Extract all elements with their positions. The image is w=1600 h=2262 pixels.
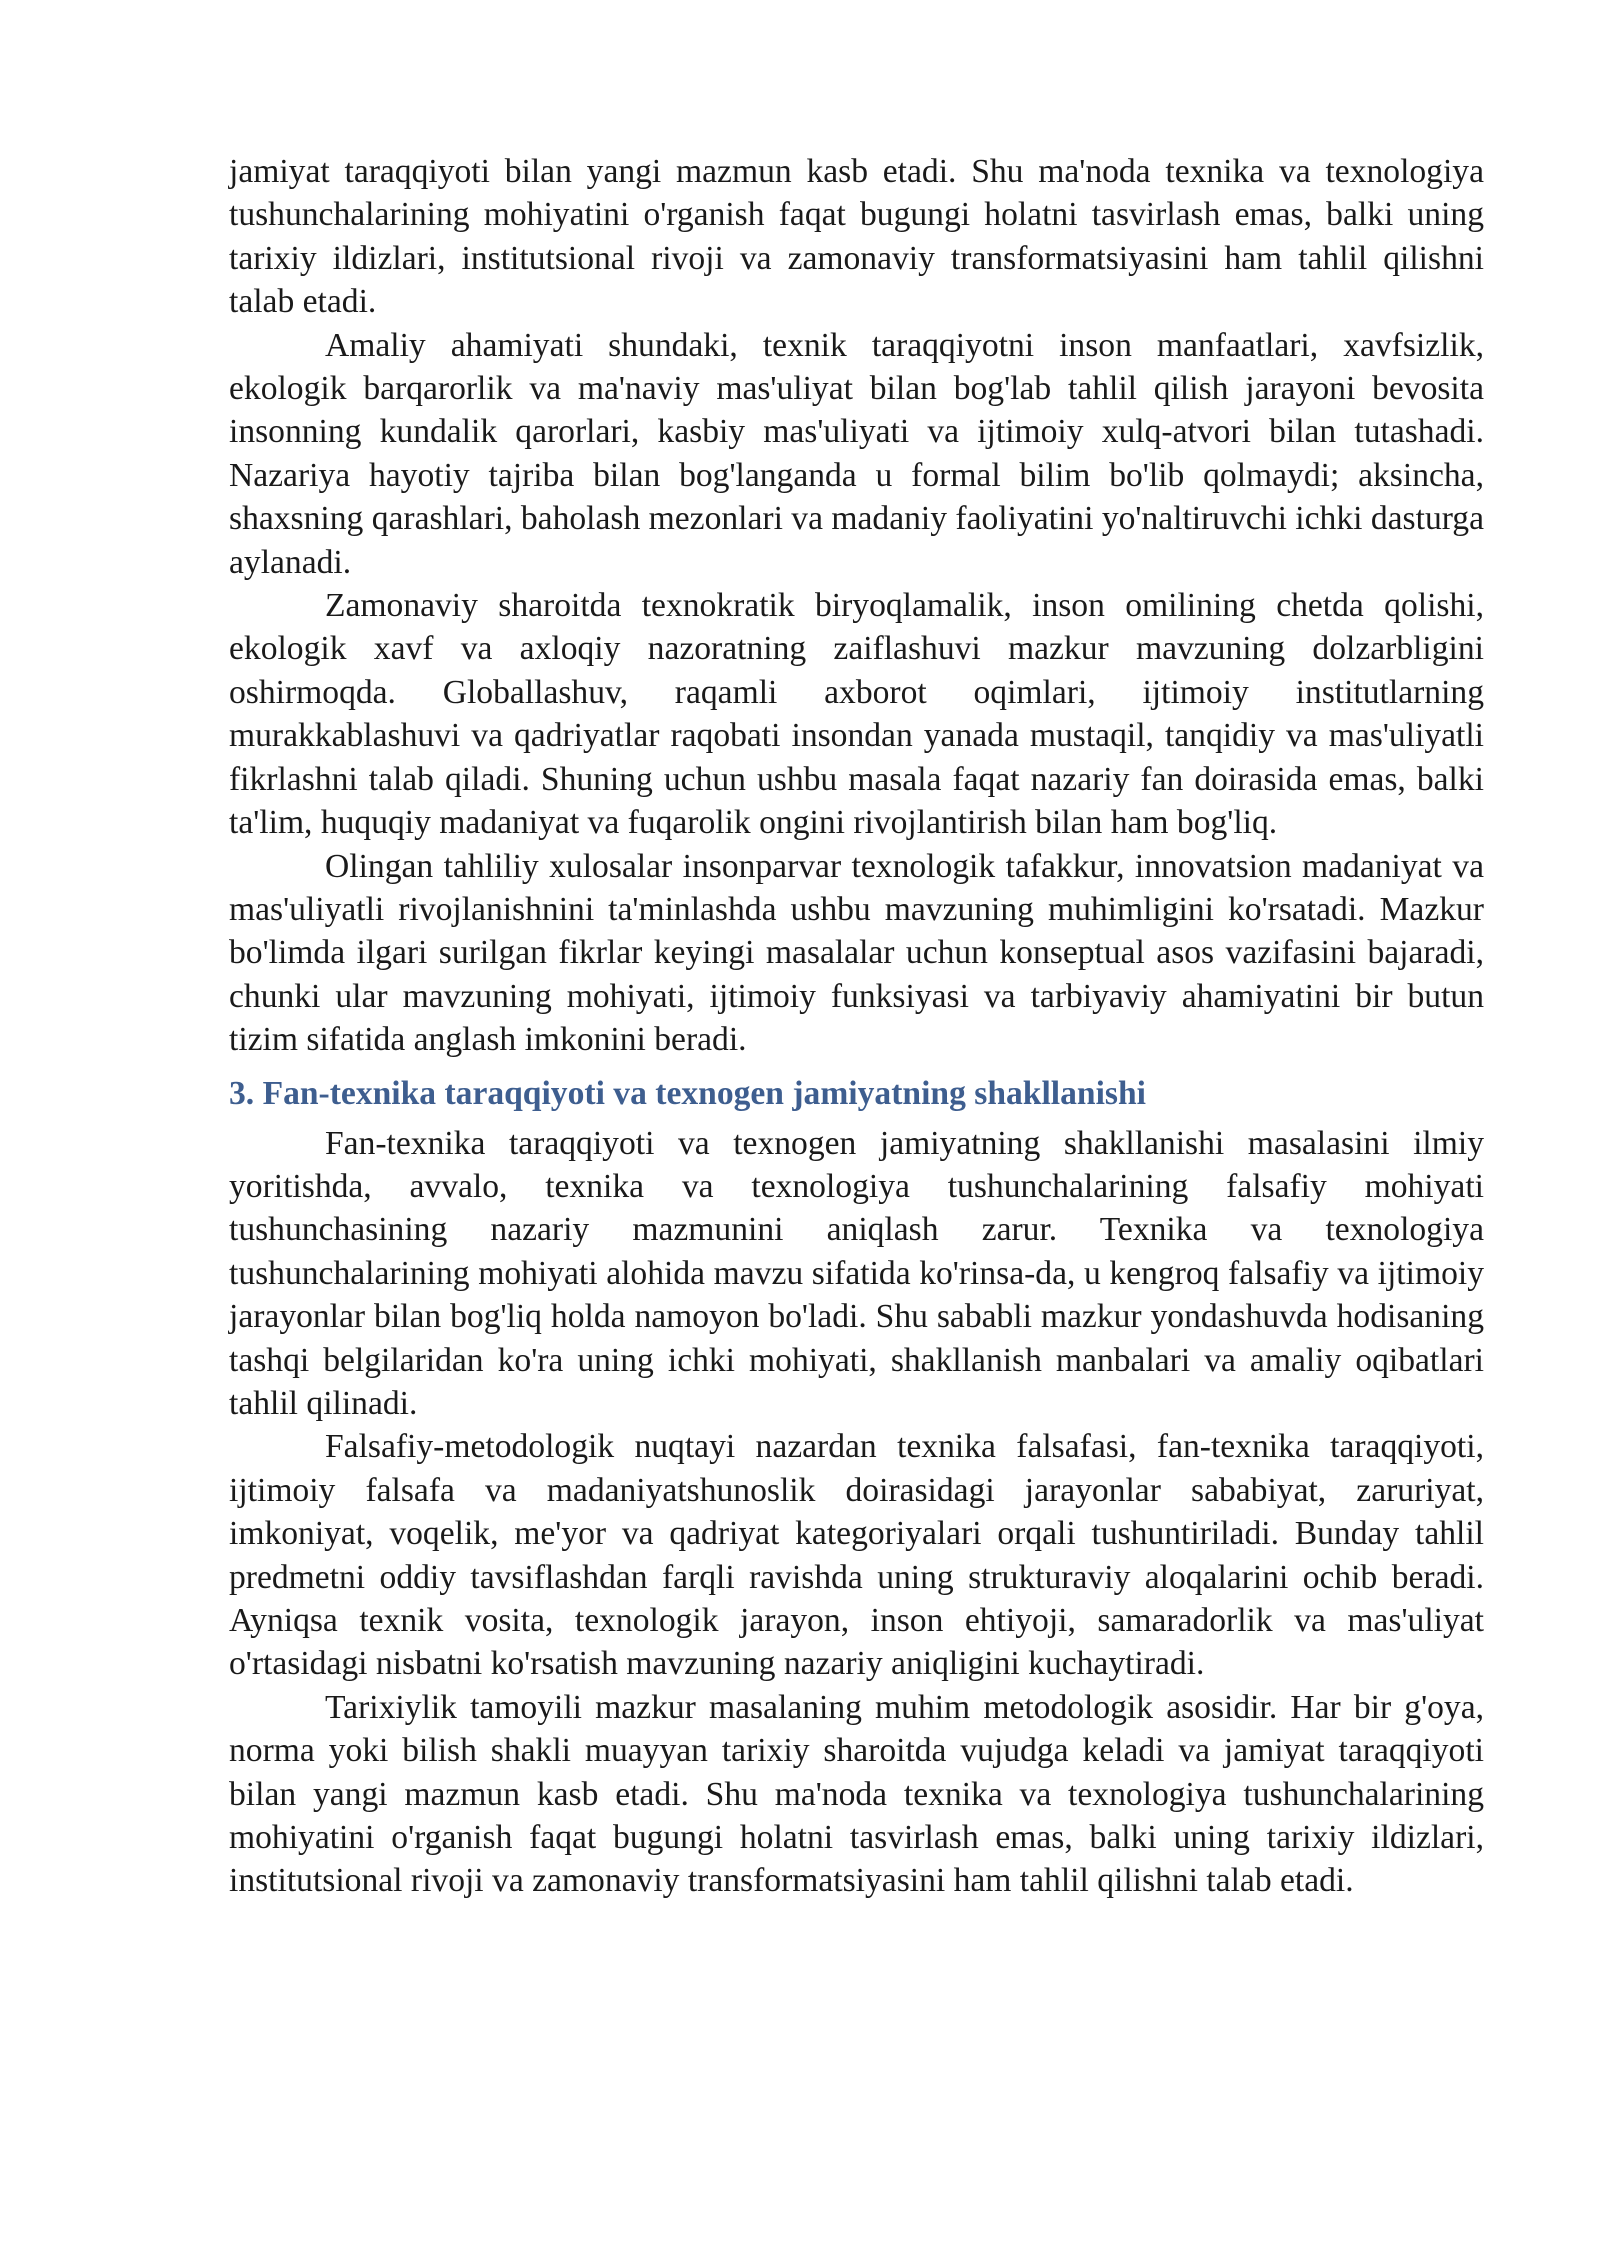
- section-heading: 3. Fan-texnika taraqqiyoti va texnogen jamiyatning shakllanishi: [229, 1074, 1146, 1112]
- paragraph-historicism: Tarixiylik tamoyili mazkur masalaning muhim metodologik asosidir. Har bir g'oya, norma yoki bilish shakli muayyan tarixiy sharoitda vujudga keladi va jamiyat taraqqiyoti bilan yangi mazmun kasb etadi. Shu ma'noda texnika va texnologiya tushunchalarining mohiyatini o'rganish faqat bugungi holatni tasvirlash emas, balki uning tarixiy ildizlari, institutsional rivoji va zamonaviy transformatsiyasini ham tahlil qilishni talab etadi.: [229, 1688, 1484, 1900]
- paragraph-conclusions: Olingan tahliliy xulosalar insonparvar texnologik tafakkur, innovatsion madaniyat va mas'uliyatli rivojlanishnini ta'minlashda ushbu mavzuning muhimligini ko'rsatadi. Mazkur bo'limda ilgari surilgan fikrlar keyingi masalalar uchun konseptual asos vazifasini bajaradi, chunki ular mavzuning mohiyati, ijtimoiy funksiyasi va tarbiyaviy ahamiyatini bir butun tizim sifatida anglash imkonini beradi.: [229, 847, 1484, 1059]
- page-content: [229, 150, 1484, 1903]
- paragraph-methodology: Falsafiy-metodologik nuqtayi nazardan texnika falsafasi, fan-texnika taraqqiyoti, ijtimoiy falsafa va madaniyatshunoslik doirasidagi jarayonlar sababiyat, zaruriyat, imkoniyat, voqelik, me'yor va qadriyat kategoriyalari orqali tushuntiriladi. Bunday tahlil predmetni oddiy tavsiflashdan farqli ravishda uning strukturaviy aloqalarini ochib beradi. Ayniqsa texnik vosita, texnologik jarayon, inson ehtiyoji, samaradorlik va mas'uliyat o'rtasidagi nisbatni ko'rsatish mavzuning nazariy aniqligini kuchaytiradi.: [229, 1428, 1484, 1683]
- paragraph-modern-conditions: Zamonaviy sharoitda texnokratik biryoqlamalik, inson omilining chetda qolishi, ekologik xavf va axloqiy nazoratning zaiflashuvi mazkur mavzuning dolzarbligini oshirmoqda. Globallashuv, raqamli axborot oqimlari, ijtimoiy institutlarning murakkablashuvi va qadriyatlar raqobati insondan yanada mustaqil, tanqidiy va mas'uliyatli fikrlashni talab qiladi. Shuning uchun ushbu masala faqat nazariy fan doirasida emas, balki ta'lim, huquqiy madaniyat va fuqarolik ongini rivojlantirish bilan ham bog'liq.: [229, 587, 1484, 842]
- paragraph-practical-significance: Amaliy ahamiyati shundaki, texnik taraqqiyotni inson manfaatlari, xavfsizlik, ekologik barqarorlik va ma'naviy mas'uliyat bilan bog'lab tahlil qilish jarayoni bevosita insonning kundalik qarorlari, kasbiy mas'uliyati va ijtimoiy xulq-atvori bilan tutashadi. Nazariya hayotiy tajriba bilan bog'langanda u formal bilim bo'lib qolmaydi; aksincha, shaxsning qarashlari, baholash mezonlari va madaniy faoliyatini yo'naltiruvchi ichki dasturga aylanadi.: [229, 326, 1484, 581]
- paragraph-continuation: jamiyat taraqqiyoti bilan yangi mazmun kasb etadi. Shu ma'noda texnika va texnologiya tushunchalarining mohiyatini o'rganish faqat bugungi holatni tasvirlash emas, balki uning tarixiy ildizlari, institutsional rivoji va zamonaviy transformatsiyasini ham tahlil qilishni talab etadi.: [229, 153, 1484, 321]
- paragraph-section-intro: Fan-texnika taraqqiyoti va texnogen jamiyatning shakllanishi masalasini ilmiy yoritishda, avvalo, texnika va texnologiya tushunchalarining falsafiy mohiyati tushunchasining nazariy mazmunini aniqlash zarur. Texnika va texnologiya tushunchalarining mohiyati alohida mavzu sifatida ko'rinsa-da, u kengroq falsafiy va ijtimoiy jarayonlar bilan bog'liq holda namoyon bo'ladi. Shu sababli mazkur yondashuvda hodisaning tashqi belgilaridan ko'ra uning ichki mohiyati, shakllanish manbalari va amaliy oqibatlari tahlil qilinadi.: [229, 1124, 1484, 1422]
